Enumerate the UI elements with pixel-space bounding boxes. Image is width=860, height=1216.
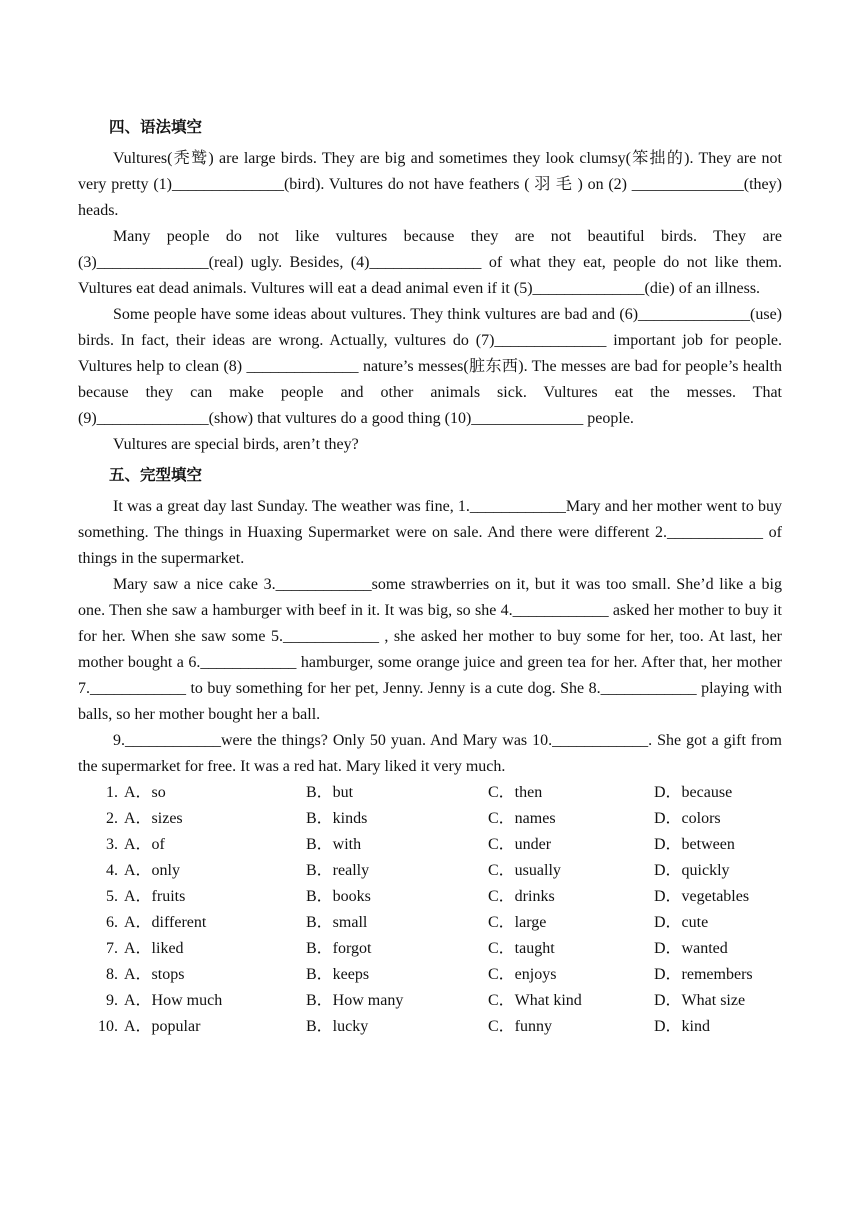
option-c: C．drinks	[488, 888, 555, 905]
option-row	[78, 988, 782, 1014]
section4-paragraph-1: Vultures(秃鹫) are large birds. They are big and sometimes they look clumsy(笨拙的). They are not very pretty (1)______________(bird). Vultures do not have feathers ( 羽 毛 ) on (2) ______________(they) heads.	[78, 150, 782, 219]
question-number: 8.	[106, 966, 118, 983]
option-d: D．remembers	[654, 966, 753, 983]
option-d: D．colors	[654, 810, 721, 827]
options-list	[78, 780, 782, 1040]
section5-paragraph-1: It was a great day last Sunday. The weather was fine, 1.____________Mary and her mother went to buy something. The things in Huaxing Supermarket were on sale. And there were different 2.____________ of things in the supermarket.	[78, 498, 782, 567]
option-d: D．quickly	[654, 862, 730, 879]
question-number: 1.	[106, 784, 118, 801]
option-c: C．usually	[488, 862, 561, 879]
option-b: B．with	[306, 836, 362, 853]
question-number: 6.	[106, 914, 118, 931]
section5-paragraph-2: Mary saw a nice cake 3.____________some strawberries on it, but it was too small. She’d like a big one. Then she saw a hamburger with beef in it. It was big, so she 4.____________ asked her mother to buy it for her. When she saw some 5.____________ , she asked her mother to buy some for her, too. At last, her mother bought a 6.____________ hamburger, some orange juice and green tea for her. After that, her mother 7.____________ to buy something for her pet, Jenny. Jenny is a cute dog. She 8.____________ playing with balls, so her mother bought her a ball.	[78, 576, 782, 723]
option-b: B．really	[306, 862, 370, 879]
option-b: B．small	[306, 914, 368, 931]
option-c: C．funny	[488, 1018, 553, 1035]
question-number: 7.	[106, 940, 118, 957]
option-b: B．keeps	[306, 966, 370, 983]
option-row	[78, 832, 782, 858]
option-a: A．popular	[124, 1018, 201, 1035]
option-a: A．so	[124, 784, 166, 801]
worksheet-page	[78, 112, 782, 1040]
question-number: 10.	[98, 1018, 118, 1035]
option-c: C．under	[488, 836, 552, 853]
option-a: A．sizes	[124, 810, 183, 827]
section4-heading: 四、语法填空	[109, 118, 203, 136]
option-c: C．taught	[488, 940, 555, 957]
question-number: 4.	[106, 862, 118, 879]
option-row	[78, 1014, 782, 1040]
section4-paragraph-4: Vultures are special birds, aren’t they?	[113, 436, 359, 453]
question-number: 5.	[106, 888, 118, 905]
option-d: D．kind	[654, 1018, 711, 1035]
section4-paragraph-3: Some people have some ideas about vultures. They think vultures are bad and (6)______________(use) birds. In fact, their ideas are wrong. Actually, vultures do (7)______________ important job for people. Vultures help to clean (8) ______________ nature’s messes(脏东西). The messes are bad for people’s health because they can make people and other animals sick. Vultures eat the messes. That (9)______________(show) that vultures do a good thing (10)______________ people.	[78, 306, 782, 427]
option-c: C．names	[488, 810, 556, 827]
option-b: B．but	[306, 784, 354, 801]
option-a: A．different	[124, 914, 207, 931]
option-d: D．cute	[654, 914, 709, 931]
option-a: A．stops	[124, 966, 185, 983]
question-number: 9.	[106, 992, 118, 1009]
option-row	[78, 780, 782, 806]
option-b: B．lucky	[306, 1018, 369, 1035]
option-row	[78, 910, 782, 936]
option-c: C．enjoys	[488, 966, 557, 983]
option-b: B．forgot	[306, 940, 372, 957]
option-b: B．books	[306, 888, 371, 905]
option-a: A．How much	[124, 992, 223, 1009]
option-b: B．How many	[306, 992, 404, 1009]
option-a: A．only	[124, 862, 181, 879]
option-d: D．between	[654, 836, 735, 853]
option-c: C．then	[488, 784, 543, 801]
section4-paragraph-2: Many people do not like vultures because they are not beautiful birds. They are (3)______________(real) ugly. Besides, (4)______________ of what they eat, people do not like them. Vultures eat dead animals. Vultures will eat a dead animal even if it (5)______________(die) of an illness.	[78, 228, 782, 297]
option-row	[78, 884, 782, 910]
question-number: 3.	[106, 836, 118, 853]
option-row	[78, 936, 782, 962]
option-b: B．kinds	[306, 810, 368, 827]
option-a: A．of	[124, 836, 165, 853]
option-a: A．liked	[124, 940, 184, 957]
option-row	[78, 806, 782, 832]
option-d: D．because	[654, 784, 733, 801]
option-d: D．vegetables	[654, 888, 750, 905]
option-c: C．What kind	[488, 992, 582, 1009]
section5-paragraph-3: 9.____________were the things? Only 50 yuan. And Mary was 10.____________. She got a gift from the supermarket for free. It was a red hat. Mary liked it very much.	[78, 732, 782, 775]
option-row	[78, 858, 782, 884]
section5-heading: 五、完型填空	[109, 466, 203, 484]
question-number: 2.	[106, 810, 118, 827]
option-a: A．fruits	[124, 888, 186, 905]
option-d: D．wanted	[654, 940, 728, 957]
option-row	[78, 962, 782, 988]
option-c: C．large	[488, 914, 547, 931]
option-d: D．What size	[654, 992, 746, 1009]
